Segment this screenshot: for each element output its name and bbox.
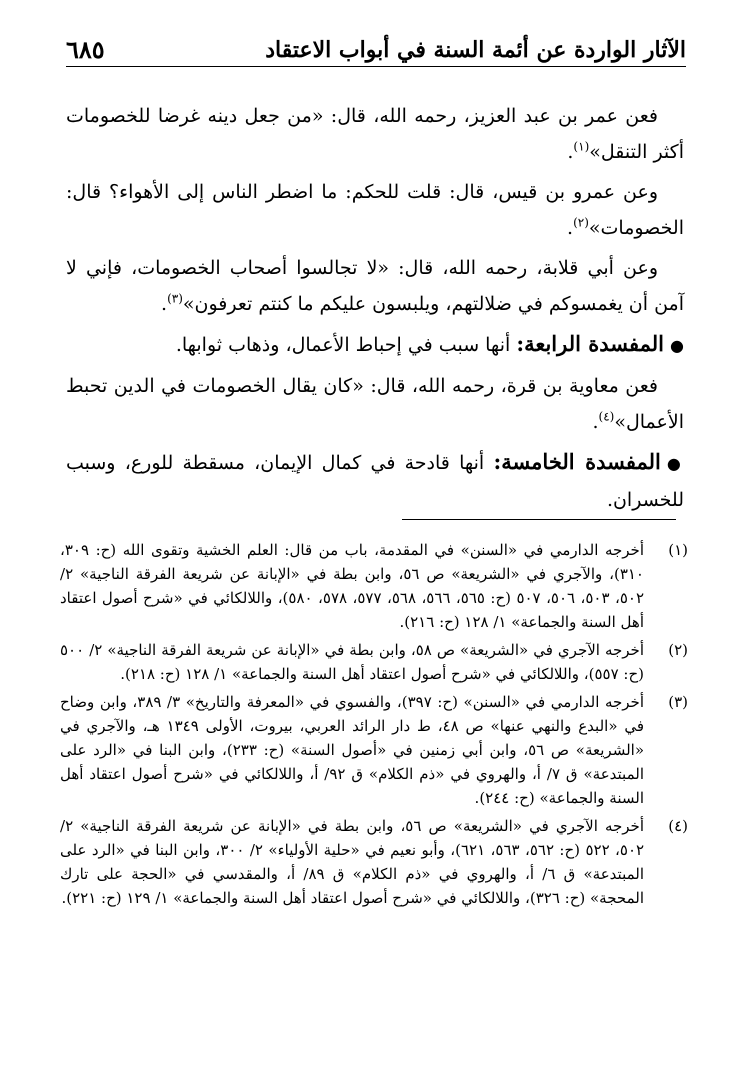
section-heading	[66, 326, 684, 364]
paragraph-text: فعن معاوية بن قرة، رحمه الله، قال: «كان يقال الخصومات في الدين تحبط الأعمال»	[66, 375, 684, 433]
paragraph: فعن عمر بن عبد العزيز، رحمه الله، قال: «من جعل دينه غرضا للخصومات أكثر التنقل»$^{(١)}$.	[66, 105, 684, 163]
heading-text: أنها قادحة في كمال الإيمان، مسقطة للورع، وسبب للخسران.	[66, 452, 684, 511]
heading-lead: المفسدة الرابعة:	[516, 331, 665, 356]
footnote	[60, 690, 688, 810]
bullet-icon: ●	[670, 336, 684, 355]
section-heading	[66, 444, 684, 518]
paragraph-text: وعن أبي قلابة، رحمه الله، قال: «لا تجالسوا أصحاب الخصومات، فإني لا آمن أن يغمسوكم في ضلالتهم، ويلبسون عليكم ما كنتم تعرفون»	[66, 257, 684, 315]
heading-lead: المفسدة الخامسة:	[493, 449, 661, 474]
footnote-number: (٤)	[668, 817, 688, 835]
main-text	[66, 98, 684, 522]
header-rule	[66, 66, 686, 67]
paragraph-text: فعن عمر بن عبد العزيز، رحمه الله، قال: «من جعل دينه غرضا للخصومات أكثر التنقل»	[66, 105, 684, 163]
footnote-number: (١)	[668, 541, 688, 559]
footnote	[60, 538, 688, 634]
page-header	[66, 30, 686, 64]
bullet-icon: ●	[666, 454, 684, 473]
footnote-number: (٣)	[668, 693, 688, 711]
footnote-number: (٢)	[668, 641, 688, 659]
footnote-separator	[402, 519, 676, 520]
footnotes	[60, 538, 688, 914]
page-number: ٦٨٥	[66, 35, 105, 64]
footnote	[60, 814, 688, 910]
footnote-ref: (٢)	[573, 215, 589, 230]
paragraph-text: وعن عمرو بن قيس، قال: قلت للحكم: ما اضطر الناس إلى الأهواء؟ قال: الخصومات»	[66, 181, 684, 239]
running-title: الآثار الواردة عن أئمة السنة في أبواب الاعتقاد	[265, 37, 686, 63]
paragraph: وعن عمرو بن قيس، قال: قلت للحكم: ما اضطر الناس إلى الأهواء؟ قال: الخصومات»$^{(٢)}$.	[66, 181, 684, 239]
footnote-ref: (٣)	[167, 291, 183, 306]
footnote	[60, 638, 688, 686]
footnote-text: أخرجه الدارمي في «السنن» (ح: ٣٩٧)، والفسوي في «المعرفة والتاريخ» ٣/ ٣٨٩، وابن وضاح في «البدع والنهي عنها» ص ٤٨، ط دار الرائد العربي، بيروت، الأولى ١٣٤٩ هـ، والآجري في «الشريعة» ص ٥٦، وابن أبي زمنين في «أصول السنة» (ح: ٢٣٣)، وابن البنا في «الرد على المبتدعة» ق ٧/ أ، والهروي في «ذم الكلام» ق ٩٢/ أ، واللالكائي في «شرح أصول اعتقاد أهل السنة والجماعة» (ح: ٢٤٤).	[60, 693, 644, 807]
footnote-ref: (٤)	[598, 409, 615, 424]
footnote-ref: (١)	[573, 139, 590, 154]
footnote-text: أخرجه الآجري في «الشريعة» ص ٥٦، وابن بطة في «الإبانة عن شريعة الفرقة الناجية» ٢/ ٥٠٢، ٥٢٢ (ح: ٥٦٢، ٥٦٣، ٦٢١)، وأبو نعيم في «حلية الأولياء» ٢/ ٣٠٠، وابن البنا في «الرد على المبتدعة» ق ٦/ أ، والهروي في «ذم الكلام» ق ٨٩/ أ، والمقدسي في «الحجة على تارك المحجة» (ح: ٣٢٦)، واللالكائي في «شرح أصول اعتقاد أهل السنة والجماعة» ١/ ١٢٩ (ح: ٢٢١).	[60, 817, 645, 907]
footnote-text: أخرجه الدارمي في «السنن» في المقدمة، باب من قال: العلم الخشية وتقوى الله (ح: ٣٠٩، ٣١٠)، والآجري في «الشريعة» ص ٥٦، وابن بطة في «الإبانة عن شريعة الفرقة الناجية» ٢/ ٥٠٢، ٥٠٣، ٥٠٦، ٥٠٧ (ح: ٥٦٥، ٥٦٦، ٥٦٨، ٥٧٧، ٥٧٨، ٥٨٠)، واللالكائي في «شرح أصول اعتقاد أهل السنة والجماعة» ١/ ١٢٨ (ح: ٢١٦).	[60, 541, 645, 631]
heading-text: أنها سبب في إحباط الأعمال، وذهاب ثوابها.	[175, 334, 511, 356]
paragraph: وعن أبي قلابة، رحمه الله، قال: «لا تجالسوا أصحاب الخصومات، فإني لا آمن أن يغمسوكم في ضلالتهم، ويلبسون عليكم ما كنتم تعرفون»$^{(٣)}$.	[66, 257, 684, 315]
paragraph: فعن معاوية بن قرة، رحمه الله، قال: «كان يقال الخصومات في الدين تحبط الأعمال»$^{(٤)}$.	[66, 375, 684, 433]
footnote-text: أخرجه الآجري في «الشريعة» ص ٥٨، وابن بطة في «الإبانة عن شريعة الفرقة الناجية» ٢/ ٥٠٠ (ح: ٥٥٧)، واللالكائي في «شرح أصول اعتقاد أهل السنة والجماعة» ١/ ١٢٨ (ح: ٢١٨).	[60, 641, 644, 683]
